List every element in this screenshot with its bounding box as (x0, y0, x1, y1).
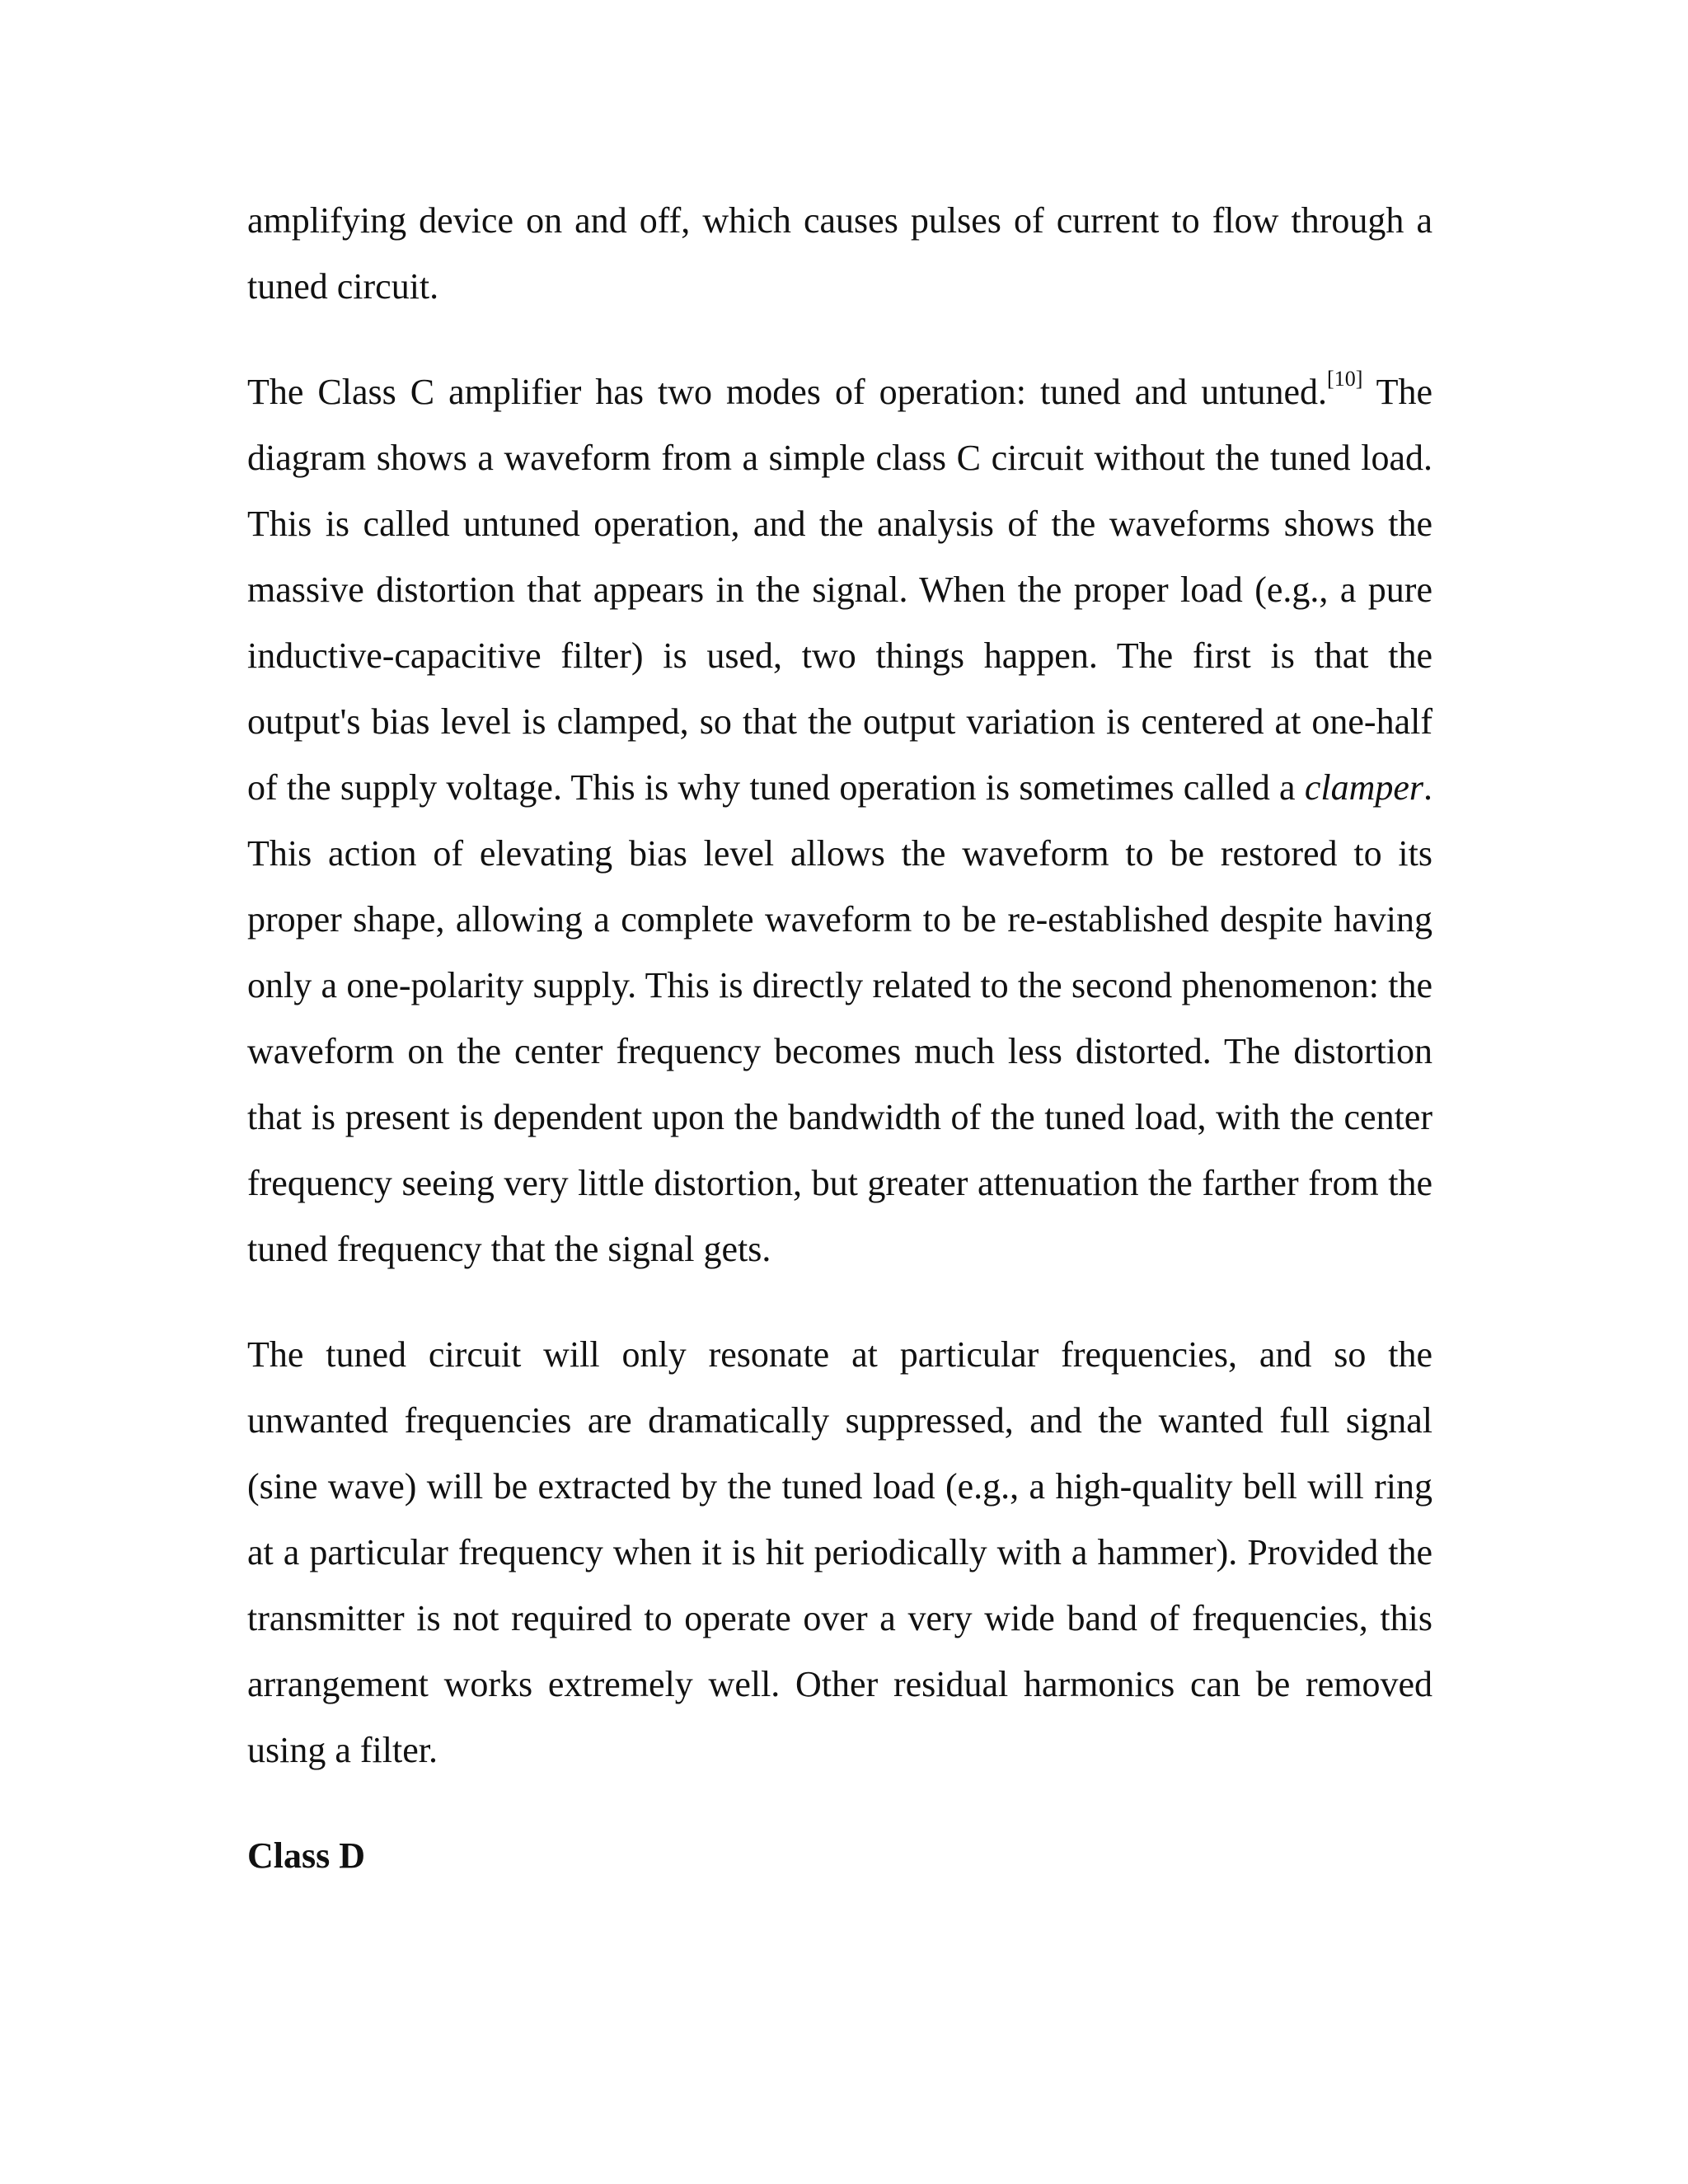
citation-ref-10[interactable]: [10] (1327, 367, 1363, 391)
paragraph-1 (247, 188, 1432, 320)
paragraph-3 (247, 1322, 1432, 1783)
section-heading-class-d: Class D (247, 1835, 366, 1876)
paragraph-3-text: The tuned circuit will only resonate at particular frequencies, and so the unwanted frequencies are dramatically suppressed, and the wanted full signal (sine wave) will be extracted by the tuned load (e.g., a high-quality bell will ring at a particular frequency when it is hit periodically with a hammer). Provided the transmitter is not required to operate over a very wide band of frequencies, this arrangement works extremely well. Other residual harmonics can be removed using a filter. (247, 1334, 1432, 1770)
paragraph-2-text-a: The Class C amplifier has two modes of operation: tuned and untuned. (247, 372, 1328, 412)
document-page (247, 188, 1432, 1889)
italic-term-clamper: clamper (1304, 767, 1423, 808)
paragraph-2 (247, 359, 1432, 1282)
paragraph-2-text-b: The diagram shows a waveform from a simple class C circuit without the tuned load. This is called untuned operation, and the analysis of the waveforms shows the massive distortion that appears in the signal. When the proper load (e.g., a pure inductive-capacitive filter) is used, two things happen. The first is that the output's bias level is clamped, so that the output variation is centered at one-half of the supply voltage. This is why tuned operation is sometimes called a (247, 372, 1432, 808)
paragraph-1-text: amplifying device on and off, which causes pulses of current to flow through a tuned circuit. (247, 200, 1432, 307)
paragraph-2-text-c: . This action of elevating bias level allows the waveform to be restored to its proper shape, allowing a complete waveform to be re-established despite having only a one-polarity supply. This is directly related to the second phenomenon: the waveform on the center frequency becomes much less distorted. The distortion that is present is dependent upon the bandwidth of the tuned load, with the center frequency seeing very little distortion, but greater attenuation the farther from the tuned frequency that the signal gets. (247, 767, 1432, 1269)
